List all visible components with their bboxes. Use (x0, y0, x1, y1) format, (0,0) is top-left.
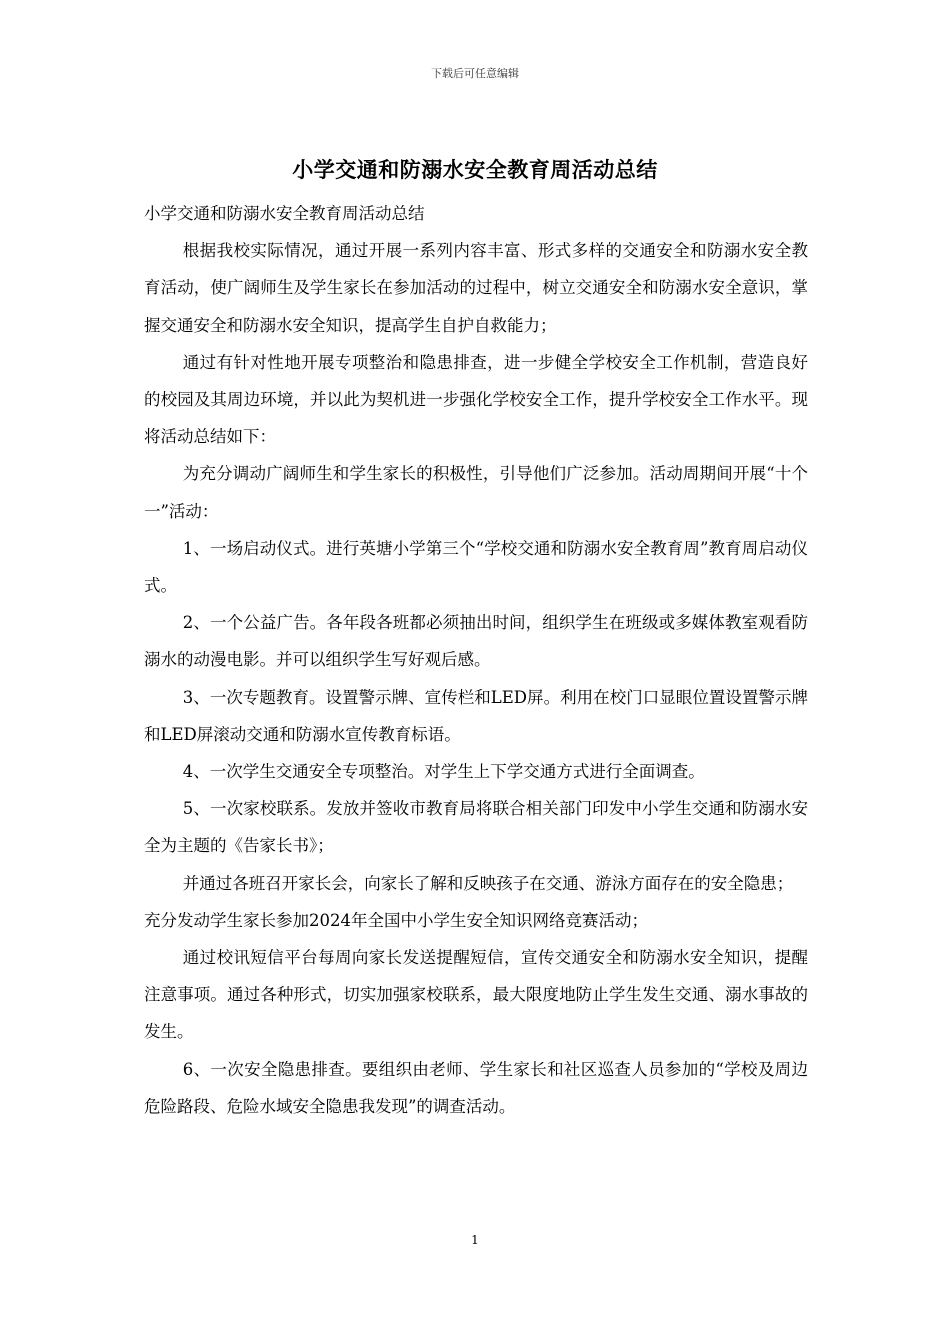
page-header: 下载后可任意编辑 (431, 67, 519, 80)
paragraph: 为充分调动广阔师生和学生家长的积极性，引导他们广泛参加。活动周期间开展“十个一”活动： (144, 464, 808, 521)
paragraph: 充分发动学生家长参加2024年全国中小学生安全知识网络竞赛活动； (144, 910, 648, 930)
paragraph: 根据我校实际情况，通过开展一系列内容丰富、形式多样的交通安全和防溺水安全教育活动，使广阔师生及学生家长在参加活动的过程中，树立交通安全和防溺水安全意识，掌握交通安全和防溺水安全知识，提高学生自护自救能力； (144, 241, 808, 335)
page-number: 1 (471, 1233, 479, 1247)
list-item-3: 3、一次专题教育。设置警示牌、宣传栏和LED屏。利用在校门口显眼位置设置警示牌和LED屏滚动交通和防溺水宣传教育标语。 (144, 687, 808, 744)
list-item-4: 4、一次学生交通安全专项整治。对学生上下学交通方式进行全面调查。 (182, 762, 705, 782)
paragraph: 通过有针对性地开展专项整治和隐患排查，进一步健全学校安全工作机制，营造良好的校园及其周边环境，并以此为契机进一步强化学校安全工作，提升学校安全工作水平。现将活动总结如下： (144, 352, 808, 447)
paragraph: 通过校讯短信平台每周向家长发送提醒短信，宣传交通安全和防溺水安全知识，提醒注意事项。通过各种形式，切实加强家校联系，最大限度地防止学生发生交通、溺水事故的发生。 (144, 948, 808, 1042)
paragraph-subtitle: 小学交通和防溺水安全教育周活动总结 (144, 204, 425, 223)
list-item-5: 5、一次家校联系。发放并签收市教育局将联合相关部门印发中小学生交通和防溺水安全为主题的《告家长书》； (144, 799, 808, 856)
document-body (144, 195, 808, 1125)
paragraph: 并通过各班召开家长会，向家长了解和反映孩子在交通、游泳方面存在的安全隐患； (182, 873, 794, 893)
list-item-2: 2、一个公益广告。各年段各班都必须抽出时间，组织学生在班级或多媒体教室观看防溺水的动漫电影。并可以组织学生写好观后感。 (144, 613, 808, 670)
list-item-1: 1、一场启动仪式。进行英塘小学第三个“学校交通和防溺水安全教育周”教育周启动仪式。 (144, 538, 808, 596)
list-item-6: 6、一次安全隐患排查。要组织由老师、学生家长和社区巡查人员参加的“学校及周边危险路段、危险水域安全隐患我发现”的调查活动。 (144, 1059, 808, 1116)
document-title: 小学交通和防溺水安全教育周活动总结 (292, 158, 658, 182)
